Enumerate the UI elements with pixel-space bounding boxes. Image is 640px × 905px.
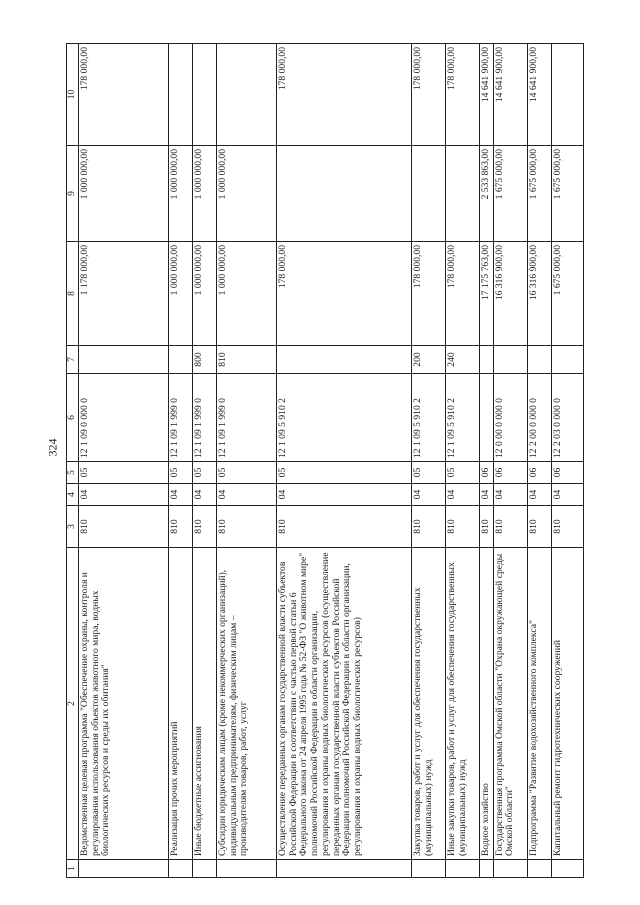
row-name-cell: Закупка товаров, работ и услуг для обеспечения государственных (муниципальных) нужд [412,548,446,860]
header-cell-2: 2 [67,548,79,860]
row-index-cell [193,860,217,878]
header-cell-9: 9 [67,146,79,242]
row-col5-cell: 06 [551,462,583,484]
table-row [527,44,551,878]
row-col6-cell: 12 1 09 1 999 0 [193,374,217,462]
row-col3-cell: 810 [480,506,494,548]
row-col7-cell [277,346,412,374]
row-index-cell [277,860,412,878]
row-col10-cell: 178 000,00 [446,44,480,146]
header-cell-3: 3 [67,506,79,548]
row-name-cell: Подпрограмма "Развитие водохозяйственного комплекса" [527,548,551,860]
row-col3-cell: 810 [169,506,193,548]
row-col4-cell: 04 [493,484,527,506]
row-col10-cell [551,44,583,146]
row-col6-cell: 12 1 09 5 910 2 [446,374,480,462]
row-col10-cell [193,44,217,146]
row-col4-cell: 04 [551,484,583,506]
row-col10-cell: 14 641 900,00 [480,44,494,146]
row-col3-cell: 810 [527,506,551,548]
row-col6-cell: 12 0 00 0 000 0 [493,374,527,462]
rotated-table-container [66,44,584,878]
row-index-cell [217,860,277,878]
budget-table [66,43,584,878]
row-col5-cell: 05 [169,462,193,484]
row-name-cell: Капитальный ремонт гидротехнических сооружений [551,548,583,860]
row-col9-cell [446,146,480,242]
table-row [493,44,527,878]
row-name-cell: Субсидии юридическим лицам (кроме некоммерческих организаций), индивидуальным предпринимателям, физическим лицам – производителям товаров, работ, услуг [217,548,277,860]
row-index-cell [551,860,583,878]
row-col8-cell: 16 316 900,00 [527,242,551,346]
row-col4-cell: 04 [193,484,217,506]
row-col5-cell: 06 [527,462,551,484]
row-col4-cell: 04 [277,484,412,506]
page-number: 324 [45,438,60,457]
row-col5-cell: 05 [193,462,217,484]
row-col8-cell: 178 000,00 [277,242,412,346]
row-col3-cell: 810 [277,506,412,548]
row-col6-cell: 12 1 09 1 999 0 [217,374,277,462]
header-cell-7: 7 [67,346,79,374]
row-index-cell [169,860,193,878]
row-col7-cell: 200 [412,346,446,374]
row-col10-cell: 178 000,00 [79,44,169,146]
row-col5-cell: 06 [480,462,494,484]
row-col5-cell: 05 [217,462,277,484]
table-row [480,44,494,878]
row-col3-cell: 810 [193,506,217,548]
row-col4-cell: 04 [480,484,494,506]
row-col5-cell: 05 [277,462,412,484]
row-col7-cell [169,346,193,374]
table-row [217,44,277,878]
row-col3-cell: 810 [551,506,583,548]
row-col6-cell: 12 1 09 1 999 0 [169,374,193,462]
header-cell-4: 4 [67,484,79,506]
row-col5-cell: 05 [79,462,169,484]
row-index-cell [412,860,446,878]
row-col7-cell: 810 [217,346,277,374]
row-col8-cell: 178 000,00 [446,242,480,346]
row-col8-cell: 1 000 000,00 [193,242,217,346]
rotated-page-area [66,44,584,878]
row-col7-cell [493,346,527,374]
header-cell-5: 5 [67,462,79,484]
row-col5-cell: 06 [493,462,527,484]
row-col7-cell: 800 [193,346,217,374]
row-col7-cell [551,346,583,374]
row-col7-cell [527,346,551,374]
row-col4-cell: 04 [79,484,169,506]
row-col3-cell: 810 [217,506,277,548]
table-row [193,44,217,878]
row-col6-cell: 12 1 09 5 910 2 [277,374,412,462]
table-row [551,44,583,878]
header-number-row [67,44,79,878]
row-col3-cell: 810 [446,506,480,548]
row-col4-cell: 04 [217,484,277,506]
row-index-cell [527,860,551,878]
row-col10-cell [217,44,277,146]
row-col6-cell: 12 1 09 0 000 0 [79,374,169,462]
row-col4-cell: 04 [527,484,551,506]
row-col9-cell [277,146,412,242]
row-col7-cell [480,346,494,374]
row-col9-cell: 1 675 000,00 [527,146,551,242]
row-col8-cell: 1 000 000,00 [217,242,277,346]
header-cell-8: 8 [67,242,79,346]
row-col4-cell: 04 [412,484,446,506]
row-col7-cell [79,346,169,374]
row-col9-cell: 1 000 000,00 [169,146,193,242]
row-col10-cell [169,44,193,146]
row-col8-cell: 1 000 000,00 [169,242,193,346]
row-col7-cell: 240 [446,346,480,374]
table-row [446,44,480,878]
row-name-cell: Государственная программа Омской области "Охрана окружающей среды Омской области" [493,548,527,860]
row-col5-cell: 05 [446,462,480,484]
row-name-cell: Осуществление переданных органам государственной власти субъектов Российской Федерации в соответствии с частью первой статьи 6 Федерального закона от 24 апреля 1995 года № 52-ФЗ "О животном мире" полномочий Российской Федерации в области организации, регулирования и охраны водных биологических ресурсов (осуществление переданных органам государственной власти субъектов Российской Федерации полномочий Российской Федерации в области организации, регулирования и охраны водных биологических ресурсов) [277,548,412,860]
row-col6-cell: 12 1 09 5 910 2 [412,374,446,462]
row-col6-cell [480,374,494,462]
table-row [412,44,446,878]
header-cell-6: 6 [67,374,79,462]
table-row [79,44,169,878]
row-col4-cell: 04 [169,484,193,506]
row-index-cell [79,860,169,878]
row-col8-cell: 178 000,00 [412,242,446,346]
row-col8-cell: 1 675 000,00 [551,242,583,346]
row-col9-cell: 1 675 000,00 [493,146,527,242]
row-index-cell [493,860,527,878]
row-name-cell: Иные бюджетные ассигнования [193,548,217,860]
row-name-cell: Реализация прочих мероприятий [169,548,193,860]
row-name-cell: Водное хозяйство [480,548,494,860]
row-col6-cell: 12 2 03 0 000 0 [551,374,583,462]
row-col10-cell: 178 000,00 [412,44,446,146]
row-col9-cell: 1 000 000,00 [79,146,169,242]
row-index-cell [446,860,480,878]
row-col9-cell: 1 000 000,00 [193,146,217,242]
header-cell-10: 10 [67,44,79,146]
table-row [277,44,412,878]
row-col6-cell: 12 2 00 0 000 0 [527,374,551,462]
row-col4-cell: 04 [446,484,480,506]
row-col8-cell: 16 316 900,00 [493,242,527,346]
row-col3-cell: 810 [493,506,527,548]
row-index-cell [480,860,494,878]
row-col5-cell: 05 [412,462,446,484]
header-cell-1: 1 [67,860,79,878]
row-col3-cell: 810 [412,506,446,548]
row-col9-cell: 1 675 000,00 [551,146,583,242]
row-col8-cell: 17 175 763,00 [480,242,494,346]
row-name-cell: Иные закупки товаров, работ и услуг для обеспечения государственных (муниципальных) нужд [446,548,480,860]
row-col9-cell: 1 000 000,00 [217,146,277,242]
row-col9-cell [412,146,446,242]
row-col3-cell: 810 [79,506,169,548]
row-col9-cell: 2 533 863,00 [480,146,494,242]
row-col10-cell: 14 641 900,00 [493,44,527,146]
table-row [169,44,193,878]
row-name-cell: Ведомственная целевая программа "Обеспечение охраны, контроля и регулирования использования объектов животного мира, водных биологических ресурсов и среды их обитания" [79,548,169,860]
row-col10-cell: 14 641 900,00 [527,44,551,146]
row-col10-cell: 178 000,00 [277,44,412,146]
row-col8-cell: 1 178 000,00 [79,242,169,346]
